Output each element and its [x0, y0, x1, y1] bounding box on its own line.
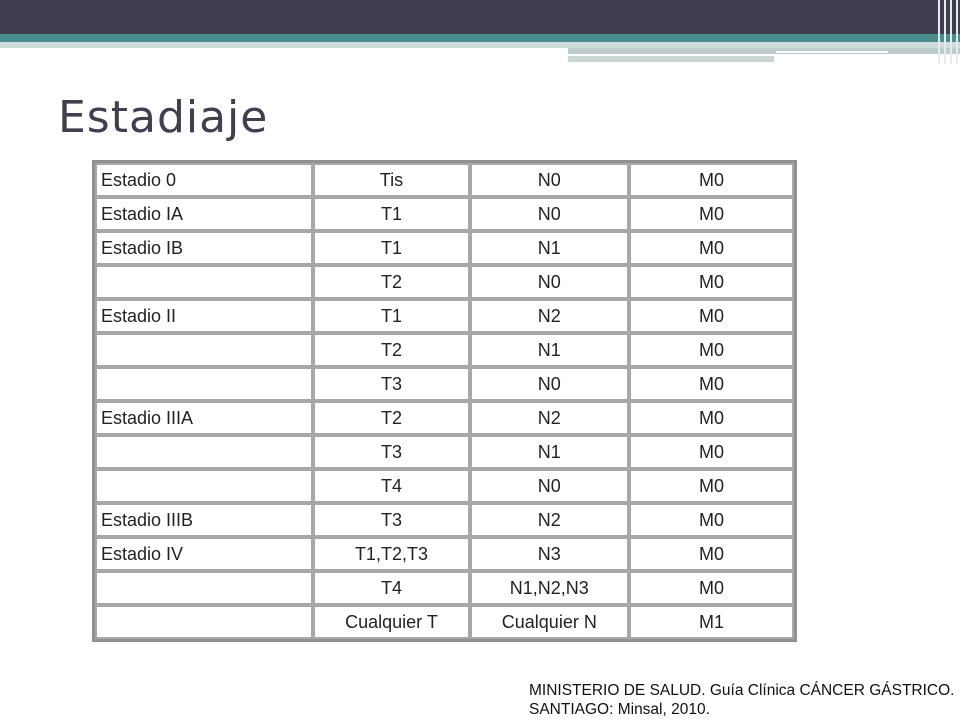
- cell-stage: [95, 571, 313, 605]
- source-citation: [529, 681, 954, 719]
- cell-n: N1: [470, 435, 629, 469]
- staging-table: [92, 160, 797, 642]
- cell-n: N1: [470, 333, 629, 367]
- cell-stage: Estadio IB: [95, 231, 313, 265]
- table-row: [95, 605, 794, 639]
- cell-m: M0: [629, 265, 794, 299]
- cell-t: T4: [313, 469, 469, 503]
- table-row: [95, 197, 794, 231]
- cell-t: Cualquier T: [313, 605, 469, 639]
- table-row: [95, 537, 794, 571]
- header-white-line: [776, 51, 888, 53]
- cell-n: Cualquier N: [470, 605, 629, 639]
- cell-m: M0: [629, 537, 794, 571]
- cell-stage: Estadio 0: [95, 163, 313, 197]
- source-line-2: SANTIAGO: Minsal, 2010.: [529, 701, 710, 718]
- table-row: [95, 333, 794, 367]
- cell-n: N0: [470, 265, 629, 299]
- cell-stage: [95, 605, 313, 639]
- cell-m: M0: [629, 163, 794, 197]
- cell-t: T2: [313, 265, 469, 299]
- header-vertical-lines: [932, 0, 960, 64]
- cell-t: T1: [313, 231, 469, 265]
- table-row: [95, 367, 794, 401]
- cell-m: M0: [629, 299, 794, 333]
- cell-n: N1: [470, 231, 629, 265]
- cell-t: T2: [313, 333, 469, 367]
- cell-n: N2: [470, 401, 629, 435]
- cell-n: N2: [470, 503, 629, 537]
- cell-stage: Estadio IV: [95, 537, 313, 571]
- cell-n: N0: [470, 163, 629, 197]
- cell-m: M0: [629, 231, 794, 265]
- cell-n: N0: [470, 367, 629, 401]
- cell-stage: [95, 265, 313, 299]
- table-row: [95, 163, 794, 197]
- cell-m: M0: [629, 435, 794, 469]
- cell-t: T1: [313, 299, 469, 333]
- cell-m: M0: [629, 197, 794, 231]
- cell-m: M0: [629, 503, 794, 537]
- cell-stage: Estadio IIIB: [95, 503, 313, 537]
- table-row: [95, 435, 794, 469]
- table-row: [95, 401, 794, 435]
- cell-m: M0: [629, 401, 794, 435]
- cell-stage: Estadio IIIA: [95, 401, 313, 435]
- cell-m: M1: [629, 605, 794, 639]
- cell-t: T1: [313, 197, 469, 231]
- cell-t: T2: [313, 401, 469, 435]
- cell-n: N1,N2,N3: [470, 571, 629, 605]
- cell-m: M0: [629, 469, 794, 503]
- table-row: [95, 503, 794, 537]
- cell-m: M0: [629, 333, 794, 367]
- table-row: [95, 469, 794, 503]
- slide-title: Estadiaje: [58, 92, 269, 143]
- cell-t: T3: [313, 435, 469, 469]
- table-row: [95, 571, 794, 605]
- table-row: [95, 231, 794, 265]
- cell-n: N0: [470, 197, 629, 231]
- cell-stage: [95, 469, 313, 503]
- cell-stage: [95, 435, 313, 469]
- cell-m: M0: [629, 571, 794, 605]
- header-light-stripe-short: [568, 48, 960, 54]
- cell-n: N3: [470, 537, 629, 571]
- header-banner: [0, 0, 960, 34]
- cell-t: T4: [313, 571, 469, 605]
- staging-table-body: [95, 163, 794, 639]
- cell-t: T3: [313, 503, 469, 537]
- source-line-1: MINISTERIO DE SALUD. Guía Clínica CÁNCER GÁSTRICO.: [529, 682, 955, 699]
- cell-n: N0: [470, 469, 629, 503]
- cell-m: M0: [629, 367, 794, 401]
- table-row: [95, 299, 794, 333]
- table-row: [95, 265, 794, 299]
- header-accent-stripe: [0, 34, 960, 42]
- cell-t: Tis: [313, 163, 469, 197]
- header-light-stripe-shorter: [568, 56, 774, 62]
- cell-stage: [95, 333, 313, 367]
- cell-stage: Estadio IA: [95, 197, 313, 231]
- cell-stage: [95, 367, 313, 401]
- cell-n: N2: [470, 299, 629, 333]
- cell-t: T3: [313, 367, 469, 401]
- cell-stage: Estadio II: [95, 299, 313, 333]
- cell-t: T1,T2,T3: [313, 537, 469, 571]
